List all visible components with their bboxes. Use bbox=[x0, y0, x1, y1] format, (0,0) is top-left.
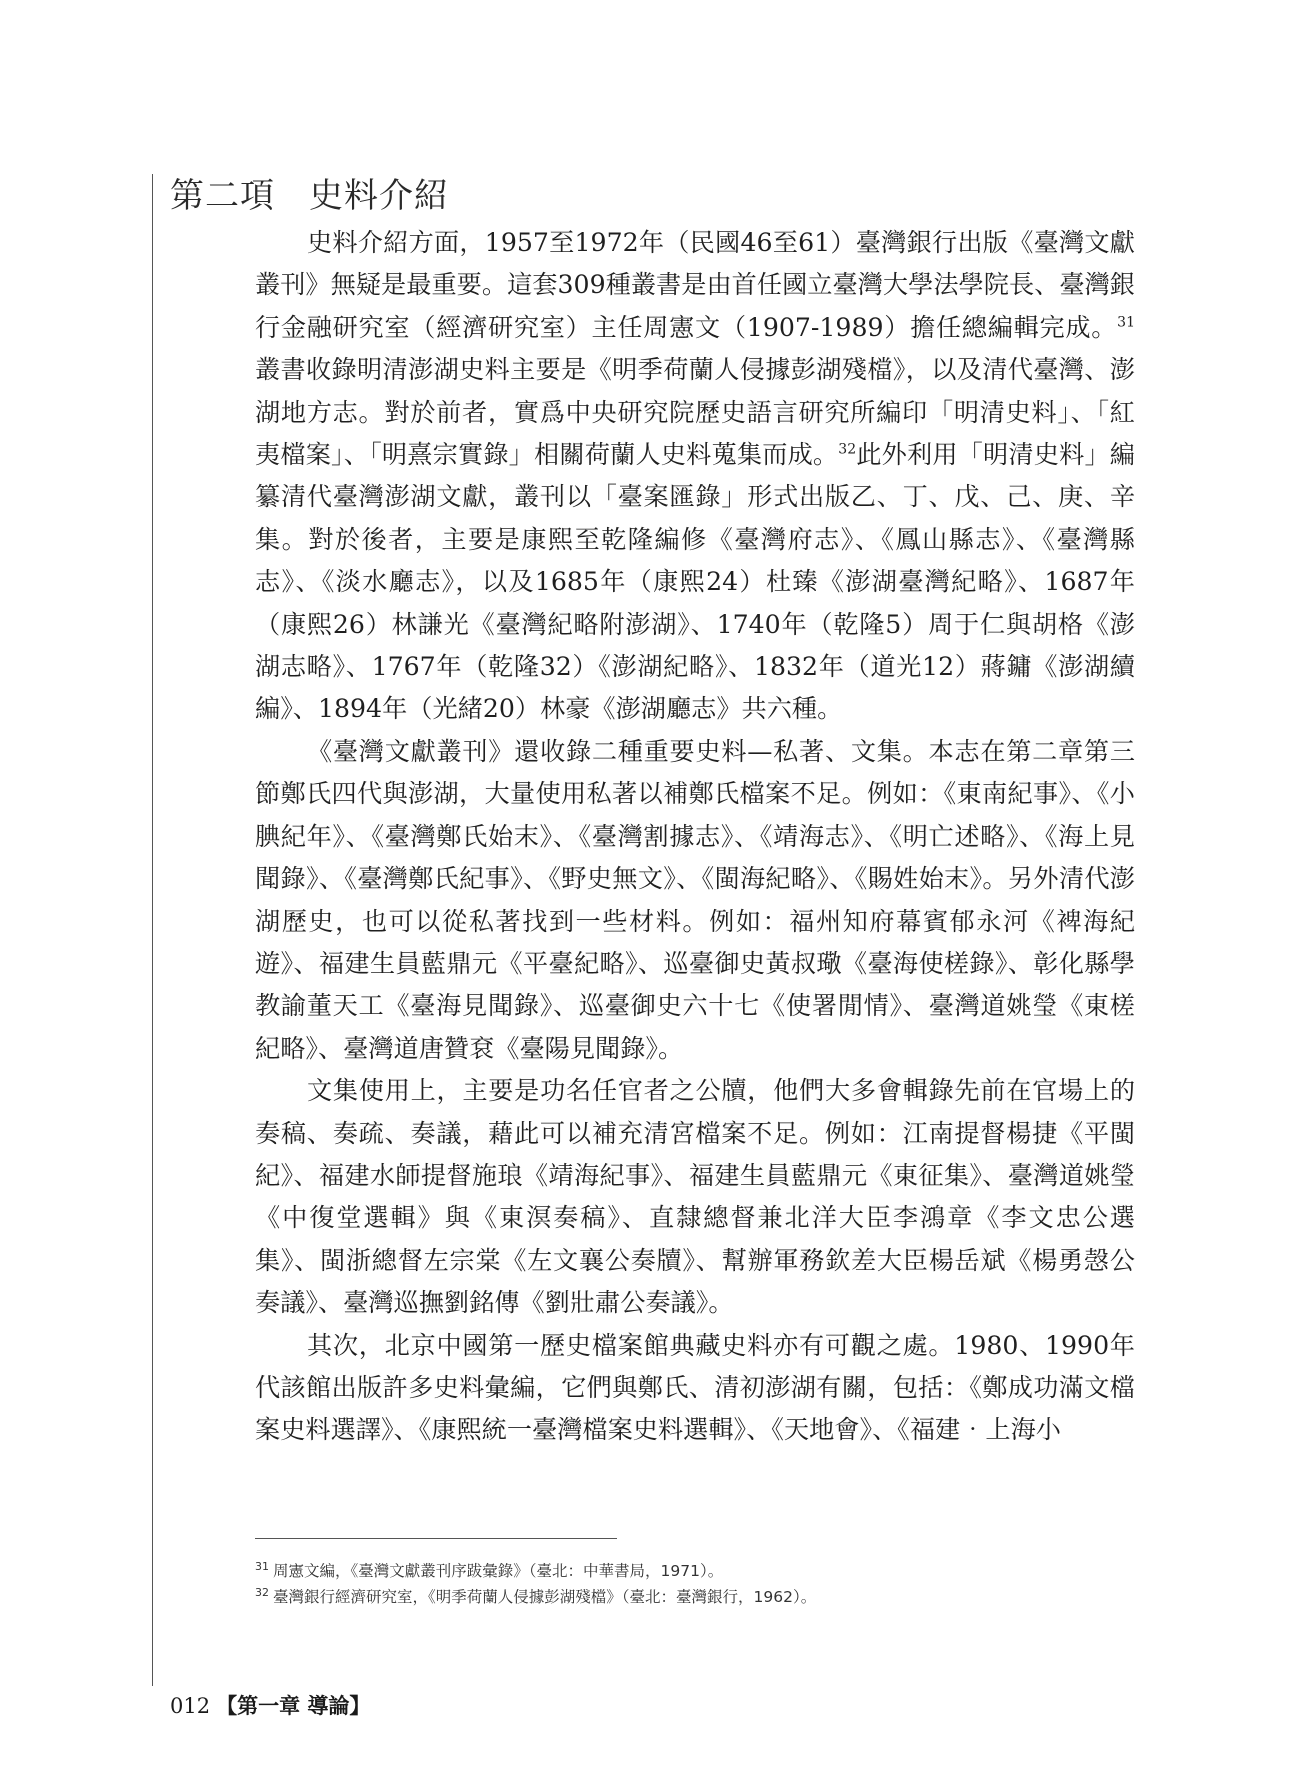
section-title: 史料介紹 bbox=[309, 176, 449, 216]
text-run: 史料介紹方面，1957至1972年（民國46至61）臺灣銀行出版《臺灣文獻叢刊》無疑是最重要。這套309種叢書是由首任國立臺灣大學法學院長、臺灣銀行金融研究室（經濟研究室）主任周憲文（1907-1989）擔任總編輯完成。 bbox=[255, 228, 1135, 342]
body-text bbox=[255, 222, 1135, 1452]
footnotes bbox=[255, 1558, 1155, 1610]
paragraph bbox=[255, 731, 1135, 1070]
footnote-ref[interactable]: 32 bbox=[838, 441, 857, 458]
text-run: 《臺灣文獻叢刊》還收錄二種重要史料—私著、文集。本志在第二章第三節鄭氏四代與澎湖，大量使用私著以補鄭氏檔案不足。例如：《東南紀事》、《小腆紀年》、《臺灣鄭氏始末》、《臺灣割據志》、《靖海志》、《明亡述略》、《海上見聞錄》、《臺灣鄭氏紀事》、《野史無文》、《閩海紀略》、《賜姓始末》。另外清代澎湖歷史，也可以從私著找到一些材料。例如：福州知府幕賓郁永河《裨海紀遊》、福建生員藍鼎元《平臺紀略》、巡臺御史黃叔璥《臺海使槎錄》、彰化縣學教諭董天工《臺海見聞錄》、巡臺御史六十七《使署閒情》、臺灣道姚瑩《東槎紀略》、臺灣道唐贊袞《臺陽見聞錄》。 bbox=[255, 736, 1135, 1063]
chapter-label: 【第一章 導論】 bbox=[216, 1693, 371, 1718]
footnote-divider bbox=[255, 1538, 617, 1539]
section-number: 第二項 bbox=[170, 176, 275, 216]
text-run: 文集使用上，主要是功名任官者之公牘，他們大多會輯錄先前在官場上的奏稿、奏疏、奏議，藉此可以補充清宮檔案不足。例如：江南提督楊捷《平閩紀》、福建水師提督施琅《靖海紀事》、福建生員藍鼎元《東征集》、臺灣道姚瑩《中復堂選輯》與《東溟奏稿》、直隸總督兼北洋大臣李鴻章《李文忠公選集》、閩浙總督左宗棠《左文襄公奏牘》、幫辦軍務欽差大臣楊岳斌《楊勇愨公奏議》、臺灣巡撫劉銘傳《劉壯肅公奏議》。 bbox=[255, 1076, 1135, 1318]
page-number: 012 bbox=[170, 1694, 211, 1718]
paragraph bbox=[255, 1325, 1135, 1452]
footnote-ref[interactable]: 31 bbox=[1117, 314, 1135, 331]
text-run: 其次，北京中國第一歷史檔案館典藏史料亦有可觀之處。1980、1990年代該館出版許多史料彙編，它們與鄭氏、清初澎湖有關，包括：《鄭成功滿文檔案史料選譯》、《康熙統一臺灣檔案史料選輯》、《天地會》、《福建‧上海小 bbox=[255, 1330, 1135, 1445]
footnote-text: 臺灣銀行經濟研究室，《明季荷蘭人侵據彭湖殘檔》（臺北：臺灣銀行，1962）。 bbox=[273, 1588, 817, 1606]
text-run: 此外利用「明清史料」編纂清代臺灣澎湖文獻，叢刊以「臺案匯錄」形式出版乙、丁、戊、己、庚、辛集。對於後者，主要是康熙至乾隆編修《臺灣府志》、《鳳山縣志》、《臺灣縣志》、《淡水廳志》，以及1685年（康熙24）杜臻《澎湖臺灣紀略》、1687年（康熙26）林謙光《臺灣紀略附澎湖》、1740年（乾隆5）周于仁與胡格《澎湖志略》、1767年（乾隆32）《澎湖紀略》、1832年（道光12）蔣鏞《澎湖續編》、1894年（光緒20）林豪《澎湖廳志》共六種。 bbox=[255, 440, 1135, 724]
footnote-number: 32 bbox=[255, 1585, 269, 1599]
margin-rule bbox=[152, 174, 153, 1686]
footnote-number: 31 bbox=[255, 1559, 269, 1573]
text-run: 叢書收錄明清澎湖史料主要是《明季荷蘭人侵據彭湖殘檔》，以及清代臺灣、澎湖地方志。對於前者，實爲中央研究院歷史語言研究所編印「明清史料」、「紅夷檔案」、「明熹宗實錄」相關荷蘭人史料蒐集而成。 bbox=[255, 355, 1135, 470]
footnote bbox=[255, 1558, 1155, 1584]
footnote bbox=[255, 1584, 1155, 1610]
page-footer bbox=[170, 1690, 370, 1720]
paragraph bbox=[255, 1070, 1135, 1324]
paragraph bbox=[255, 222, 1135, 731]
footnote-text: 周憲文編，《臺灣文獻叢刊序跋彙錄》（臺北：中華書局，1971）。 bbox=[273, 1562, 724, 1580]
section-heading bbox=[170, 168, 449, 217]
